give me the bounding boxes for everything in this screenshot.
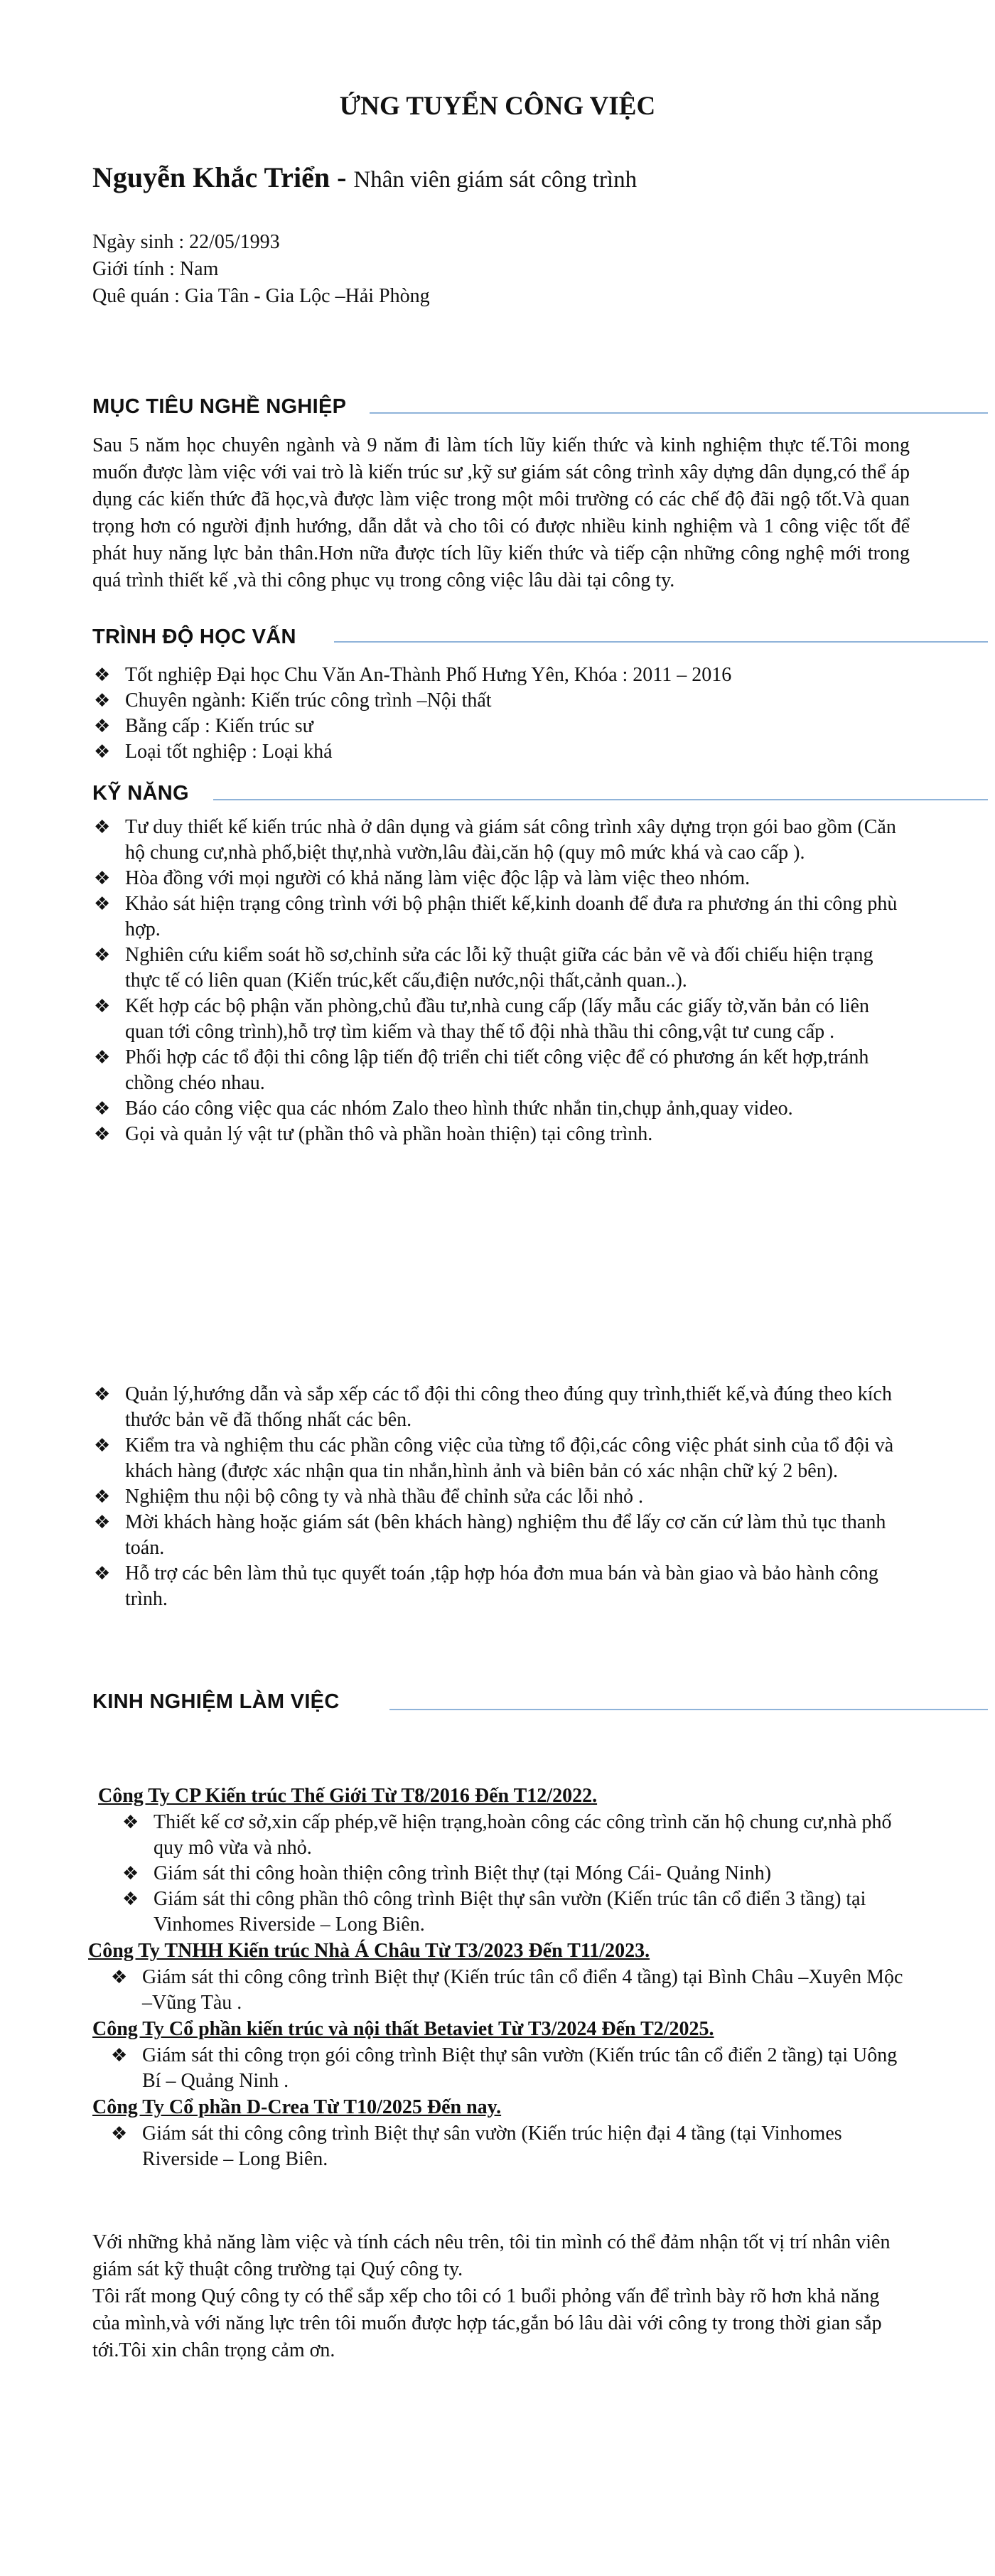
bullet-icon: ❖ — [94, 868, 111, 889]
company-heading: Công Ty TNHH Kiến trúc Nhà Á Châu Từ T3/2023 Đến T11/2023. — [88, 1940, 650, 1962]
education-list — [92, 662, 910, 765]
list-item: ❖ Giám sát thi công hoàn thiện công trình Biệt thự (tại Móng Cái- Quảng Ninh) — [121, 1861, 910, 1887]
list-item: ❖ Giám sát thi công trọn gói công trình Biệt thự sân vườn (Kiến trúc tân cổ điển 2 tầng) tại Uông Bí – Quảng Ninh . — [111, 2044, 898, 2092]
list-item: ❖ Quản lý,hướng dẫn và sắp xếp các tổ đội thi công theo đúng quy trình,thiết kế,và đúng theo kích thước bản vẽ đã thống nhất các bên. — [94, 1383, 892, 1431]
bullet-icon: ❖ — [94, 716, 111, 737]
bullet-icon: ❖ — [94, 1563, 111, 1584]
list-item: ❖ Tốt nghiệp Đại học Chu Văn An-Thành Phố Hưng Yên, Khóa : 2011 – 2016 — [92, 662, 910, 688]
bullet-icon: ❖ — [122, 1889, 139, 1910]
bullet-icon: ❖ — [122, 1863, 139, 1884]
bullet-icon: ❖ — [94, 1486, 111, 1508]
birth-date: Ngày sinh : 22/05/1993 — [92, 231, 280, 253]
bullet-icon: ❖ — [94, 893, 111, 915]
section-title-experience: KINH NGHIỆM LÀM VIỆC — [92, 1690, 340, 1713]
bullet-icon: ❖ — [94, 1124, 111, 1145]
bullet-icon: ❖ — [94, 945, 111, 966]
job-duties — [109, 1965, 913, 2016]
job-duties — [109, 2043, 913, 2094]
section-title-skills: KỸ NĂNG — [92, 782, 189, 805]
list-item: ❖ Nghiệm thu nội bộ công ty và nhà thầu để chỉnh sửa các lỗi nhỏ . — [92, 1484, 910, 1510]
list-item: ❖ Gọi và quản lý vật tư (phần thô và phần hoàn thiện) tại công trình. — [92, 1122, 910, 1147]
applicant-name: Nguyễn Khắc Triển — [92, 161, 330, 193]
bullet-icon: ❖ — [94, 1098, 111, 1120]
closing-text: Với những khả năng làm việc và tính cách nêu trên, tôi tin mình có thể đảm nhận tốt vị trí nhân viên giám sát kỹ thuật công trường tại Quý công ty. — [92, 2231, 891, 2280]
job-duties — [109, 2121, 913, 2172]
list-item: ❖ Giám sát thi công phần thô công trình Biệt thự sân vườn (Kiến trúc tân cổ điển 3 tầng) tại Vinhomes Riverside – Long Biên. — [122, 1888, 866, 1936]
list-item: ❖ Nghiên cứu kiểm soát hồ sơ,chỉnh sửa các lỗi kỹ thuật giữa các bản vẽ và đối chiếu hiện trạng thực tế có liên quan (Kiến trúc,kết cấu,điện nước,nội thất,cảnh quan..). — [94, 944, 873, 992]
bullet-icon: ❖ — [94, 1047, 111, 1068]
company-heading: Công Ty CP Kiến trúc Thế Giới Từ T8/2016 Đến T12/2022. — [98, 1785, 598, 1807]
section-divider — [389, 1709, 988, 1710]
list-item: ❖ Bằng cấp : Kiến trúc sư — [92, 714, 910, 739]
list-item: ❖ Phối hợp các tổ đội thi công lập tiến độ triển chi tiết công việc để có phương án kết hợp,tránh chồng chéo nhau. — [94, 1046, 869, 1094]
section-divider — [213, 799, 988, 800]
list-item: ❖ Giám sát thi công công trình Biệt thự (Kiến trúc tân cổ điển 4 tầng) tại Bình Châu –Xuyên Mộc –Vũng Tàu . — [111, 1966, 903, 2014]
list-item: ❖ Hòa đồng với mọi người có khả năng làm việc độc lập và làm việc theo nhóm. — [92, 866, 910, 891]
list-item: ❖ Giám sát thi công công trình Biệt thự sân vườn (Kiến trúc hiện đại 4 tầng (tại Vinhomes Riverside – Long Biên. — [111, 2122, 842, 2170]
list-item: ❖ Chuyên ngành: Kiến trúc công trình –Nội thất — [92, 688, 910, 714]
closing-paragraph — [92, 2229, 910, 2364]
section-divider — [334, 641, 988, 643]
list-item: ❖ Kiểm tra và nghiệm thu các phần công việc của từng tổ đội,các công việc phát sinh của tổ đội và khách hàng (được xác nhận qua tin nhắn,hình ảnh và biên bản có xác nhận chữ ký 2 bên). — [94, 1434, 894, 1482]
section-title-education: TRÌNH ĐỘ HỌC VẤN — [92, 626, 296, 648]
name-separator: - — [330, 161, 354, 193]
list-item: ❖ Loại tốt nghiệp : Loại khá — [92, 739, 910, 765]
list-item: ❖ Mời khách hàng hoặc giám sát (bên khách hàng) nghiệm thu để lấy cơ căn cứ làm thủ tục thanh toán. — [94, 1511, 886, 1559]
bullet-icon: ❖ — [94, 665, 111, 686]
skills-list-part1 — [92, 815, 910, 1147]
bullet-icon: ❖ — [94, 690, 111, 712]
company-heading: Công Ty Cổ phần kiến trúc và nội thất Betaviet Từ T3/2024 Đến T2/2025. — [92, 2018, 714, 2040]
applicant-heading — [92, 161, 637, 194]
bullet-icon: ❖ — [111, 1967, 128, 1988]
applicant-position: Nhân viên giám sát công trình — [353, 167, 638, 193]
list-item: ❖ Kết hợp các bộ phận văn phòng,chủ đầu tư,nhà cung cấp (lấy mẫu các giấy tờ,văn bản có liên quan tới công trình),hỗ trợ tìm kiếm và thay thế tổ đội nhà thầu thi công,vật tư cung cấp . — [94, 995, 869, 1043]
bullet-icon: ❖ — [111, 2123, 128, 2145]
bullet-icon: ❖ — [94, 741, 111, 763]
objective-text: Sau 5 năm học chuyên ngành và 9 năm đi làm tích lũy kiến thức và kinh nghiệm thực tế.Tôi mong muốn được làm việc với vai trò là kiến trúc sư ,kỹ sư giám sát công trình xây dựng dân dụng,có thể áp dụng các kiến thức đã học,và được làm việc trong một môi trường có các chế độ đãi ngộ tốt.Và quan trọng hơn có người định hướng, dẫn dắt và cho tôi có được nhiều kinh nghiệm và 1 công việc tốt để phát huy năng lực bản thân.Hơn nữa được tích lũy kiến thức và tiếp cận những công nghệ mới trong quá trình thiết kế ,và thi công phục vụ trong công việc lâu dài tại công ty. — [92, 434, 910, 591]
list-item: ❖ Tư duy thiết kế kiến trúc nhà ở dân dụng và giám sát công trình xây dựng trọn gói bao gồm (Căn hộ chung cư,nhà phố,biệt thự,nhà vườn,lâu đài,căn hộ (quy mô mức khá và cao cấp ). — [94, 816, 896, 864]
closing-text: Tôi rất mong Quý công ty có thể sắp xếp cho tôi có 1 buổi phỏng vấn để trình bày rõ hơn khả năng của mình,và với năng lực trên tôi muốn được hợp tác,gắn bó lâu dài với công ty trong thời gian sắp tới.Tôi xin chân trọng cảm ơn. — [92, 2285, 882, 2361]
gender: Giới tính : Nam — [92, 258, 219, 280]
experience-list — [88, 1783, 945, 2172]
bullet-icon: ❖ — [94, 1512, 111, 1533]
bullet-icon: ❖ — [94, 1435, 111, 1456]
company-heading: Công Ty Cổ phần D-Crea Từ T10/2025 Đến nay. — [92, 2096, 502, 2118]
section-title-objective: MỤC TIÊU NGHỀ NGHIỆP — [92, 395, 347, 418]
list-item: ❖ Báo cáo công việc qua các nhóm Zalo theo hình thức nhắn tin,chụp ảnh,quay video. — [92, 1096, 910, 1122]
bullet-icon: ❖ — [94, 996, 111, 1017]
bullet-icon: ❖ — [111, 2045, 128, 2066]
document-title: ỨNG TUYỂN CÔNG VIỆC — [339, 92, 656, 121]
skills-list-part2 — [92, 1382, 910, 1612]
list-item: ❖ Hỗ trợ các bên làm thủ tục quyết toán ,tập hợp hóa đơn mua bán và bàn giao và bảo hành công trình. — [94, 1562, 878, 1610]
personal-info — [92, 229, 430, 310]
bullet-icon: ❖ — [122, 1812, 139, 1833]
job-duties — [121, 1810, 910, 1938]
bullet-icon: ❖ — [94, 1384, 111, 1405]
hometown: Quê quán : Gia Tân - Gia Lộc –Hải Phòng — [92, 285, 430, 307]
bullet-icon: ❖ — [94, 817, 111, 838]
section-divider — [370, 412, 988, 414]
list-item: ❖ Thiết kế cơ sở,xin cấp phép,vẽ hiện trạng,hoàn công các công trình căn hộ chung cư,nhà phố quy mô vừa và nhỏ. — [122, 1811, 892, 1859]
list-item: ❖ Khảo sát hiện trạng công trình với bộ phận thiết kế,kinh doanh để đưa ra phương án thi công phù hợp. — [94, 893, 898, 940]
